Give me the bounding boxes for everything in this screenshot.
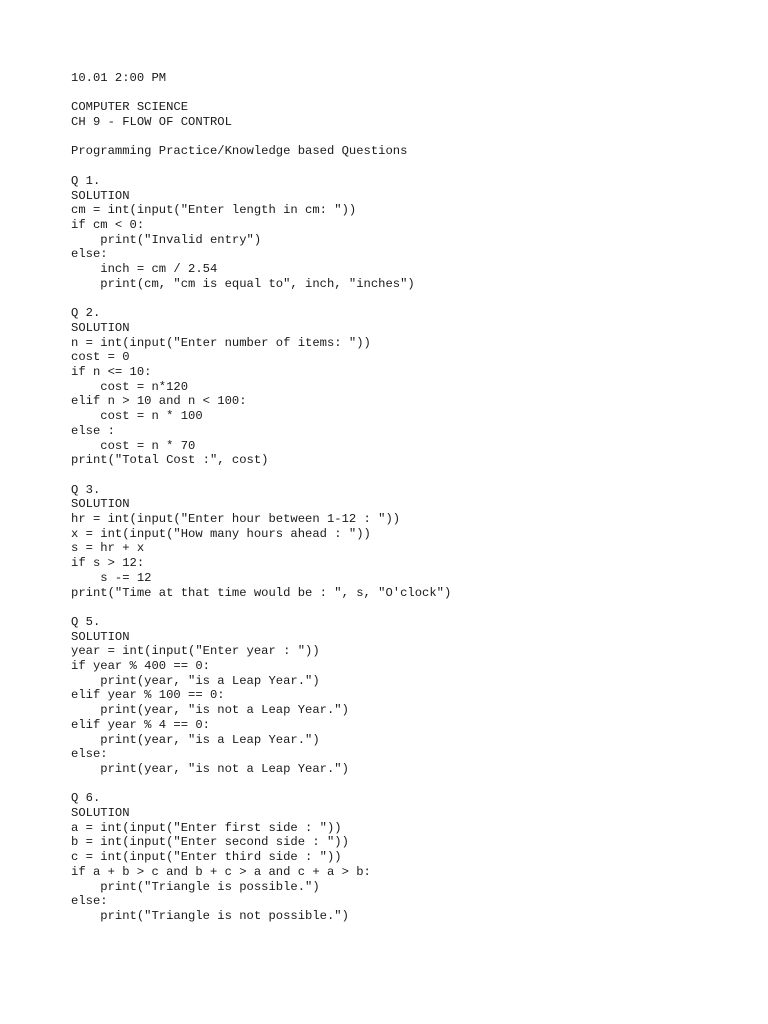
- solution-label: SOLUTION: [71, 806, 130, 821]
- code-line: print(cm, "cm is equal to", inch, "inches"): [71, 276, 415, 291]
- spacer: [71, 130, 748, 145]
- code-line: s -= 12: [71, 570, 152, 585]
- spacer: [71, 86, 748, 101]
- code-line: print("Total Cost :", cost): [71, 453, 269, 468]
- code-line: cost = n * 70: [71, 438, 196, 453]
- question-block: [71, 483, 748, 601]
- question-label: Q 2.: [71, 306, 101, 321]
- code-line: if a + b > c and b + c > a and c + a > b:: [71, 864, 371, 879]
- code-line: a = int(input("Enter first side : ")): [71, 820, 342, 835]
- spacer: [71, 159, 748, 174]
- code-line: cost = 0: [71, 350, 130, 365]
- question-label: Q 3.: [71, 482, 101, 497]
- code-line: print("Time at that time would be : ", s, "O'clock"): [71, 585, 452, 600]
- code-line: elif n > 10 and n < 100:: [71, 394, 247, 409]
- code-line: else:: [71, 894, 108, 909]
- code-line: if year % 400 == 0:: [71, 659, 210, 674]
- spacer: [71, 292, 748, 307]
- code-line: print(year, "is a Leap Year."): [71, 673, 320, 688]
- question-block: [71, 791, 748, 923]
- code-line: s = hr + x: [71, 541, 145, 556]
- code-line: print(year, "is not a Leap Year."): [71, 703, 349, 718]
- solution-label: SOLUTION: [71, 188, 130, 203]
- timestamp: 10.01 2:00 PM: [71, 71, 167, 85]
- section-title: Programming Practice/Knowledge based Questions: [71, 144, 408, 159]
- code-line: print("Triangle is not possible."): [71, 908, 349, 923]
- code-line: year = int(input("Enter year : ")): [71, 644, 320, 659]
- solution-label: SOLUTION: [71, 629, 130, 644]
- code-line: hr = int(input("Enter hour between 1-12 : ")): [71, 512, 401, 527]
- code-line: cost = n * 100: [71, 409, 203, 424]
- code-line: if n <= 10:: [71, 365, 152, 379]
- code-line: x = int(input("How many hours ahead : ")): [71, 526, 371, 541]
- code-line: cost = n*120: [71, 379, 189, 394]
- code-line: if cm < 0:: [71, 217, 145, 232]
- document-page: [71, 71, 748, 924]
- spacer: [71, 468, 748, 483]
- spacer: [71, 777, 748, 792]
- chapter-heading: CH 9 - FLOW OF CONTROL: [71, 115, 232, 130]
- code-line: b = int(input("Enter second side : ")): [71, 835, 349, 850]
- solution-label: SOLUTION: [71, 320, 130, 335]
- code-line: inch = cm / 2.54: [71, 262, 218, 277]
- subject-heading: COMPUTER SCIENCE: [71, 100, 189, 115]
- question-block: [71, 174, 748, 292]
- solution-label: SOLUTION: [71, 497, 130, 512]
- code-line: elif year % 100 == 0:: [71, 688, 225, 703]
- spacer: [71, 600, 748, 615]
- code-line: else :: [71, 423, 115, 438]
- code-line: else:: [71, 747, 108, 762]
- code-line: print("Triangle is possible."): [71, 879, 320, 894]
- code-line: cm = int(input("Enter length in cm: ")): [71, 203, 357, 218]
- question-block: [71, 306, 748, 468]
- code-line: c = int(input("Enter third side : ")): [71, 850, 342, 865]
- question-label: Q 5.: [71, 614, 101, 629]
- code-line: print(year, "is a Leap Year."): [71, 732, 320, 747]
- question-label: Q 6.: [71, 791, 101, 806]
- questions-list: [71, 174, 748, 924]
- question-block: [71, 615, 748, 777]
- code-line: if s > 12:: [71, 556, 145, 571]
- code-line: else:: [71, 247, 108, 262]
- code-line: elif year % 4 == 0:: [71, 717, 210, 732]
- code-line: n = int(input("Enter number of items: ")): [71, 335, 371, 350]
- code-line: print("Invalid entry"): [71, 232, 262, 247]
- code-line: print(year, "is not a Leap Year."): [71, 761, 349, 776]
- question-label: Q 1.: [71, 173, 101, 188]
